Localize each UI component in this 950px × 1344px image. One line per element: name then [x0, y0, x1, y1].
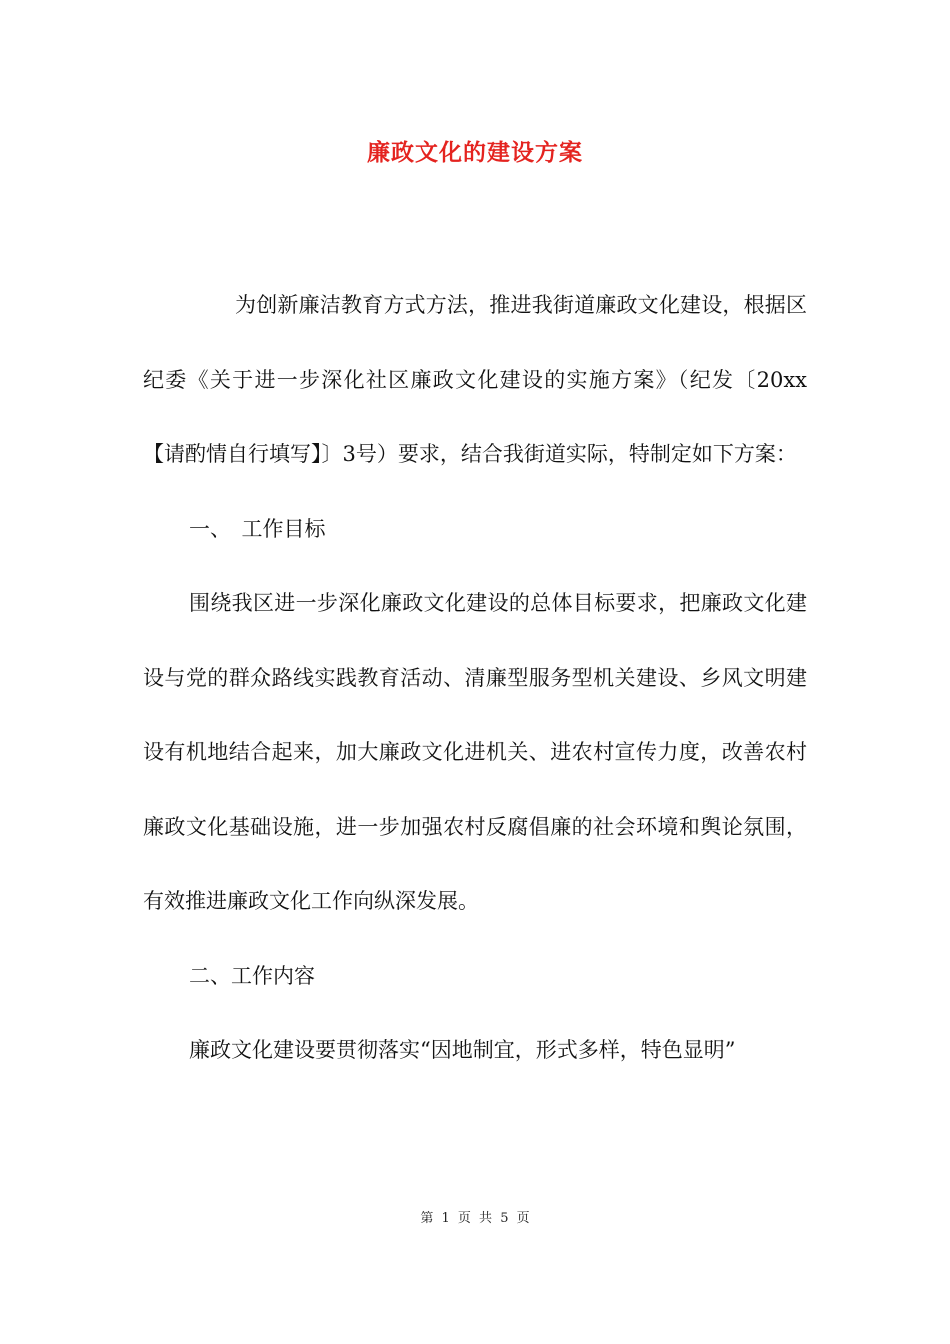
content-paragraph: 廉政文化建设要贯彻落实“因地制宜，形式多样，特色显明” [189, 1038, 736, 1062]
section-heading-goal: 一、 工作目标 [189, 516, 326, 541]
section-heading-content: 二、工作内容 [189, 963, 315, 988]
goal-paragraph: 围绕我区进一步深化廉政文化建设的总体目标要求，把廉政文化建设与党的群众路线实践教育活动、清廉型服务型机关建设、乡风文明建设有机地结合起来，加大廉政文化进机关、进农村宣传力度，改善农村廉政文化基础设施，进一步加强农村反腐倡廉的社会环境和舆论氛围，有效推进廉政文化工作向纵深发展。 [143, 591, 807, 913]
page-number-footer: 第 1 页 共 5 页 [420, 1211, 530, 1226]
document-body [143, 268, 807, 1088]
document-title: 廉政文化的建设方案 [367, 139, 583, 166]
intro-paragraph: 为创新廉洁教育方式方法，推进我街道廉政文化建设，根据区纪委《关于进一步深化社区廉政文化建设的实施方案》（纪发〔20xx【请酌情自行填写】〕3号）要求，结合我街道实际，特制定如下方案： [143, 293, 807, 466]
